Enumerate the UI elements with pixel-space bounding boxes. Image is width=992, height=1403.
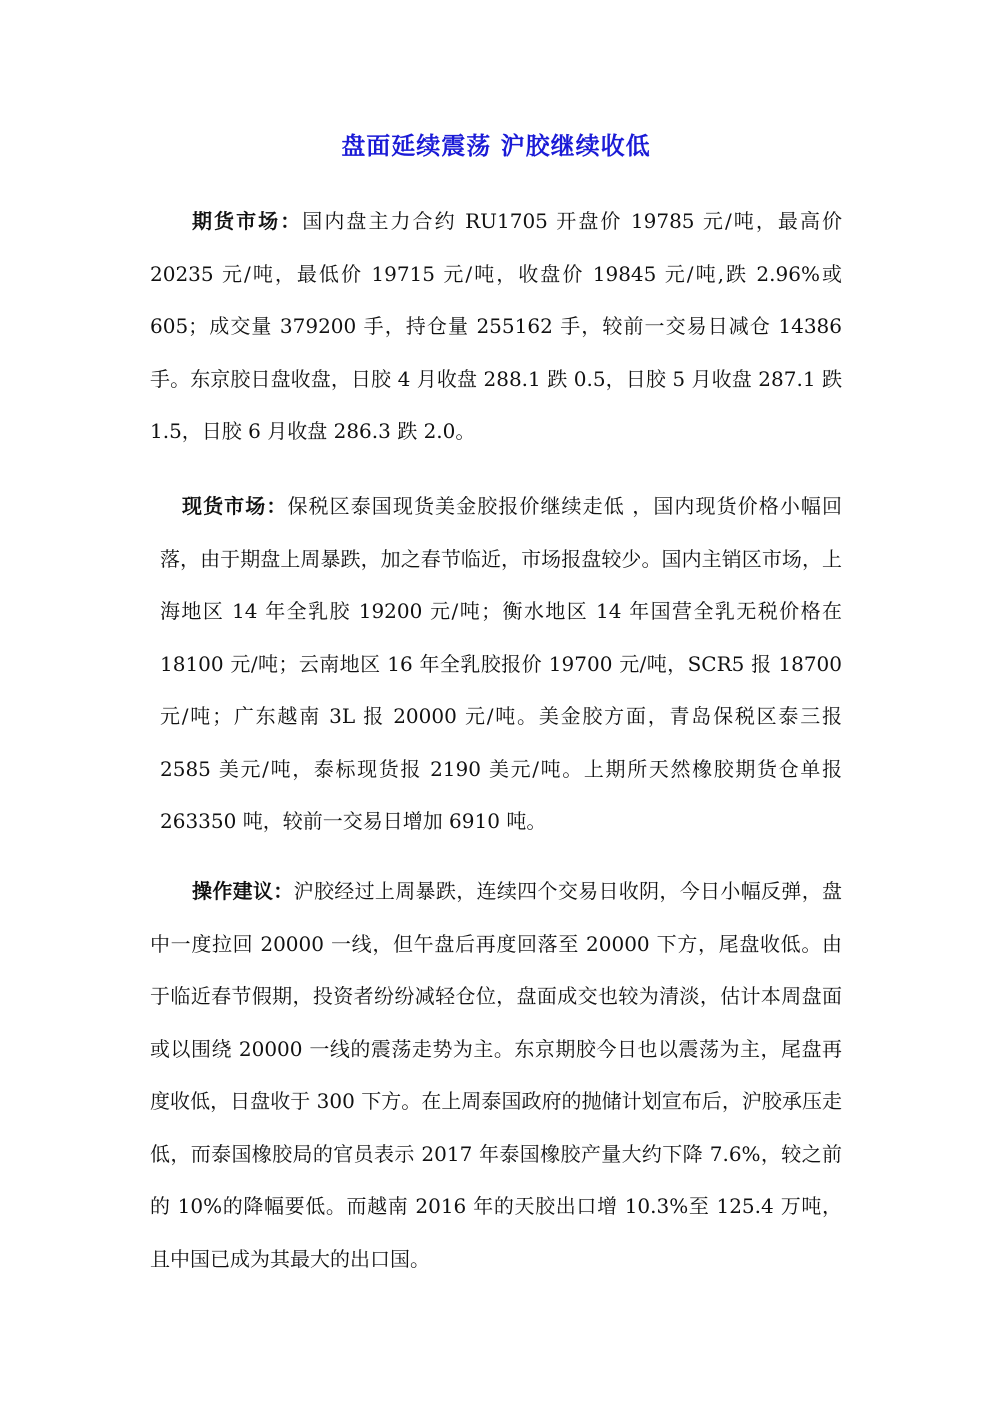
operation-advice-label: 操作建议：	[192, 879, 294, 903]
section-operation-advice	[150, 865, 842, 1285]
document-title: 盘面延续震荡 沪胶继续收低	[341, 132, 651, 160]
futures-market-label: 期货市场：	[192, 209, 303, 233]
spot-market-label: 现货市场：	[182, 494, 288, 518]
section-spot-market	[160, 480, 842, 848]
operation-advice-text: 沪胶经过上周暴跌，连续四个交易日收阴，今日小幅反弹，盘中一度拉回 20000 一线，但午盘后再度回落至 20000 下方，尾盘收低。由于临近春节假期，投资者纷纷减轻仓位，盘面成交也较为清淡，估计本周盘面或以围绕 20000 一线的震荡走势为主。东京期胶今日也以震荡为主，尾盘再度收低，日盘收于 300 下方。在上周泰国政府的抛储计划宣布后，沪胶承压走低，而泰国橡胶局的官员表示 2017 年泰国橡胶产量大约下降 7.6%，较之前的 10%的降幅要低。而越南 2016 年的天胶出口增 10.3%至 125.4 万吨，且中国已成为其最大的出口国。	[150, 879, 843, 1271]
spot-market-text: 保税区泰国现货美金胶报价继续走低 ，国内现货价格小幅回落，由于期盘上周暴跌，加之春节临近，市场报盘较少。国内主销区市场，上海地区 14 年全乳胶 19200 元/吨；衡水地区 14 年国营全乳无税价格在 18100 元/吨；云南地区 16 年全乳胶报价 19700 元/吨，SCR5 报 18700 元/吨；广东越南 3L 报 20000 元/吨。美金胶方面，青岛保税区泰三报 2585 美元/吨，泰标现货报 2190 美元/吨。上期所天然橡胶期货仓单报 263350 吨，较前一交易日增加 6910 吨。	[160, 494, 843, 833]
spot-market-paragraph	[160, 480, 842, 848]
section-futures-market	[150, 195, 842, 458]
futures-market-paragraph	[150, 195, 842, 458]
operation-advice-paragraph	[150, 865, 842, 1285]
futures-market-text: 国内盘主力合约 RU1705 开盘价 19785 元/吨，最高价 20235 元/吨，最低价 19715 元/吨，收盘价 19845 元/吨,跌 2.96%或 605；成交量 379200 手，持仓量 255162 手，较前一交易日减仓 14386 手。东京胶日盘收盘，日胶 4 月收盘 288.1 跌 0.5，日胶 5 月收盘 287.1 跌 1.5，日胶 6 月收盘 286.3 跌 2.0。	[150, 209, 842, 443]
